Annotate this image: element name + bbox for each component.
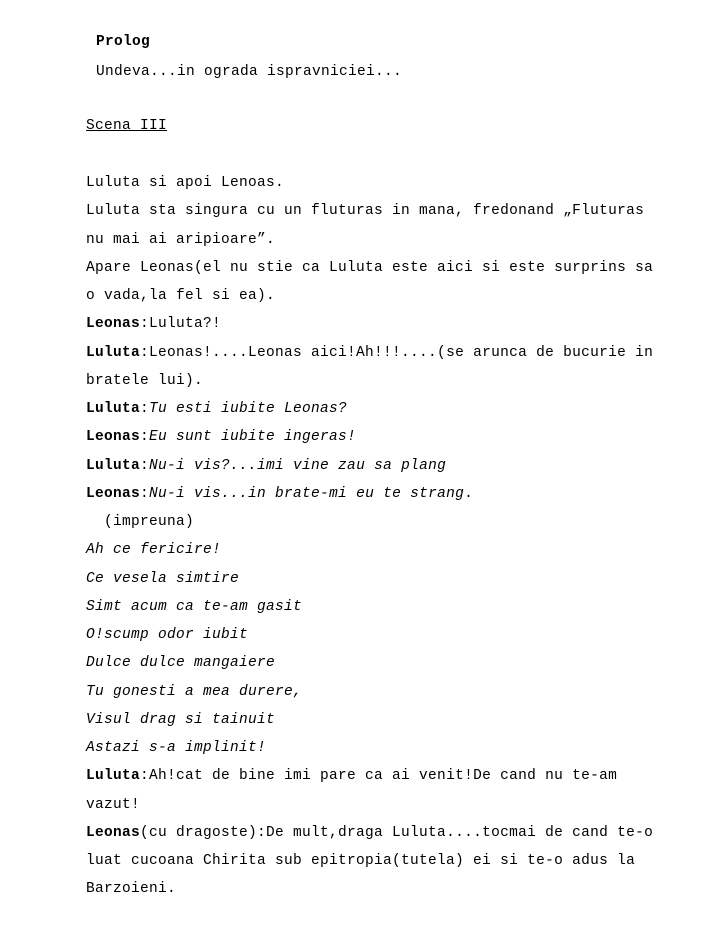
sung-text: Dulce dulce mangaiere [86, 655, 276, 672]
line-text: :Ah!cat de bine imi pare ca ai venit!De cand nu te-am [140, 768, 618, 785]
script-line [86, 426, 722, 454]
script-line [86, 794, 722, 822]
sung-text: O!scump odor iubit [86, 627, 249, 643]
line-text: nu mai ai aripioare”. [86, 231, 276, 248]
line-text: luat cucoana Chirita sub epitropia(tutela) ei si te-o adus la [86, 853, 636, 869]
script-line [86, 285, 722, 313]
sung-text: Astazi s-a implinit! [86, 740, 267, 756]
sung-text: Ah ce fericire! [86, 542, 222, 559]
line-text: : [140, 485, 150, 502]
sung-text: Eu sunt iubite ingeras! [149, 429, 357, 446]
script-line [86, 539, 722, 567]
scene-title: Scena III [86, 118, 168, 134]
script-body [86, 172, 722, 907]
speaker-name: Luluta [86, 344, 141, 361]
script-line [86, 765, 722, 793]
line-text: : [140, 401, 150, 417]
speaker-name: Leonas [86, 316, 141, 333]
page-header [96, 32, 402, 92]
speaker-name: Luluta [86, 457, 141, 474]
sung-text: Tu gonesti a mea durere, [86, 683, 303, 700]
script-line [86, 709, 722, 737]
script-line [86, 229, 722, 257]
speaker-name: Luluta [86, 768, 141, 785]
line-text: Barzoieni. [86, 881, 177, 898]
line-text: Apare Leonas(el nu stie ca Luluta este aici si este surprins sa [86, 259, 654, 276]
script-line [86, 342, 722, 370]
sung-text: Visul drag si tainuit [86, 711, 276, 728]
script-line [86, 398, 722, 426]
script-line [86, 568, 722, 596]
speaker-name: Leonas [86, 824, 141, 841]
line-text: Luluta sta singura cu un fluturas in mana, fredonand „Fluturas [86, 203, 645, 220]
script-line [86, 455, 722, 483]
line-text: : [140, 457, 150, 474]
line-text: :Luluta?! [140, 316, 222, 333]
sung-text: Nu-i vis?...imi vine zau sa plang [149, 457, 447, 474]
script-line [86, 878, 722, 906]
script-line [86, 652, 722, 680]
line-text: Luluta si apoi Lenoas. [86, 175, 285, 191]
script-line [86, 370, 722, 398]
line-text: : [140, 429, 150, 446]
line-text: bratele lui). [86, 372, 204, 389]
script-line [86, 737, 722, 765]
script-line [86, 850, 722, 878]
speaker-name: Leonas [86, 429, 141, 446]
prolog-heading: Prolog [96, 34, 151, 50]
sung-text: Nu-i vis...in brate-mi eu te strang [149, 485, 465, 502]
script-line [86, 822, 722, 850]
script-line [86, 200, 722, 228]
line-text: :Leonas!....Leonas aici!Ah!!!....(se arunca de bucurie in [140, 344, 654, 361]
speaker-name: Luluta [86, 401, 141, 417]
sung-text: Tu esti iubite Leonas? [149, 401, 348, 417]
script-line [86, 681, 722, 709]
line-text: . [464, 485, 474, 502]
script-line [86, 511, 722, 539]
script-line [86, 257, 722, 285]
line-text: (cu dragoste):De mult,draga Luluta....tocmai de cand te-o [140, 824, 654, 841]
sung-text: Ce vesela simtire [86, 570, 240, 587]
script-line [86, 596, 722, 624]
line-text: o vada,la fel si ea). [86, 288, 276, 304]
line-text: (impreuna) [86, 514, 195, 530]
setting-line: Undeva...in ograda ispravniciei... [96, 64, 403, 80]
script-line [86, 624, 722, 652]
script-line [86, 172, 722, 200]
script-line [86, 313, 722, 341]
speaker-name: Leonas [86, 485, 141, 502]
line-text: vazut! [86, 796, 141, 813]
sung-text: Simt acum ca te-am gasit [86, 598, 303, 615]
script-line [86, 483, 722, 511]
